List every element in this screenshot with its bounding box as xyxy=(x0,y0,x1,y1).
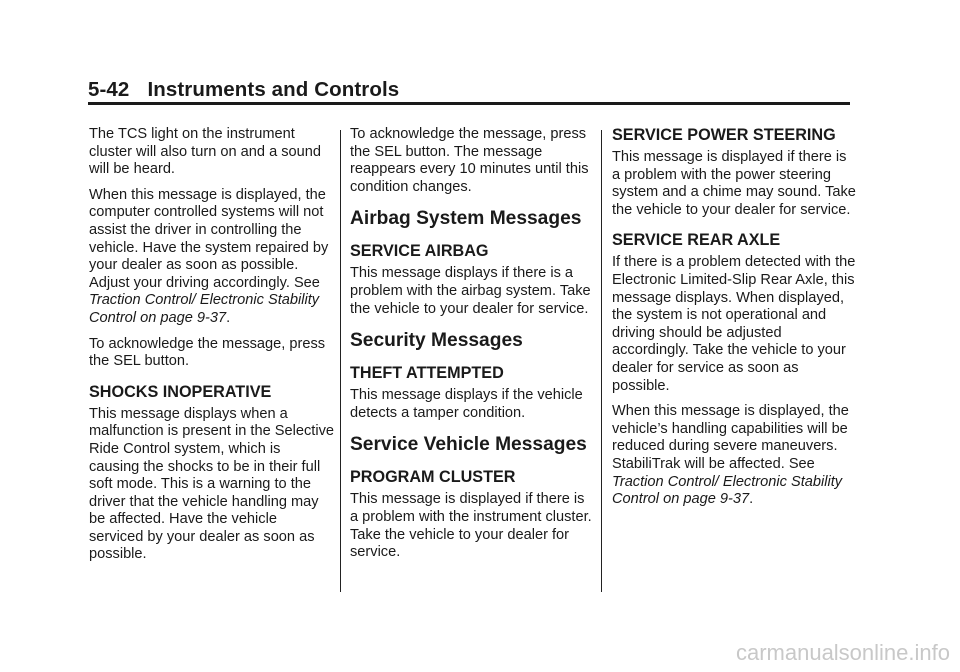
section-title: Instruments and Controls xyxy=(147,78,400,101)
watermark: carmanualsonline.info xyxy=(735,640,950,665)
heading-service-power-steering: SERVICE POWER STEERING xyxy=(612,126,836,144)
heading-service-airbag: SERVICE AIRBAG xyxy=(350,242,489,261)
paragraph: When this message is displayed, the computer controlled systems will not assist the driver in controlling the vehicle. Have the system repaired by your dealer as soon as possible. Adjust your driving accordingly. See Traction Control/ Electronic Stability Control on page 9-37. xyxy=(89,186,329,326)
column-divider xyxy=(340,130,341,592)
section-heading-service-vehicle: Service Vehicle Messages xyxy=(350,434,587,456)
paragraph: This message displays if the vehicle detects a tamper condition. xyxy=(350,387,583,421)
page-number: 5-42 xyxy=(88,78,130,101)
paragraph: This message is displayed if there is a problem with the instrument cluster. Take the vehicle to your dealer for service. xyxy=(350,491,592,561)
heading-theft-attempted: THEFT ATTEMPTED xyxy=(350,364,504,383)
paragraph: This message is displayed if there is a problem with the power steering system and a chime may sound. Take the vehicle to your dealer for service. xyxy=(612,149,856,218)
paragraph: To acknowledge the message, press the SEL button. The message reappears every 10 minutes until this condition changes. xyxy=(350,126,589,195)
section-heading-airbag: Airbag System Messages xyxy=(350,208,582,230)
header-rule xyxy=(88,102,850,105)
paragraph: The TCS light on the instrument cluster will also turn on and a sound will be heard. xyxy=(89,126,322,178)
heading-shocks-inoperative: SHOCKS INOPERATIVE xyxy=(89,382,272,401)
paragraph: When this message is displayed, the vehicle’s handling capabilities will be reduced during severe maneuvers. StabiliTrak will be affected. See Traction Control/ Electronic Stability Control on page 9-37. xyxy=(612,403,849,508)
cross-reference-link[interactable]: Traction Control/ Electronic Stability Control on page 9-37 xyxy=(612,473,843,508)
section-heading-security: Security Messages xyxy=(350,330,523,352)
column-divider xyxy=(601,130,602,592)
column-1 xyxy=(89,126,334,572)
paragraph: This message displays when a malfunction is present in the Selective Ride Control system, which is causing the shocks to be in their full soft mode. This is a warning to the driver that the vehicle handling may be affected. Have the vehicle serviced by your dealer as soon as possible. xyxy=(89,405,334,563)
paragraph: If there is a problem detected with the Electronic Limited-Slip Rear Axle, this message displays. When displayed, the system is not operational and driving should be adjusted accordingly. Take the vehicle to your dealer for service as soon as possible. xyxy=(612,254,856,394)
heading-service-rear-axle: SERVICE REAR AXLE xyxy=(612,231,781,250)
page-header xyxy=(88,78,399,102)
column-3 xyxy=(612,126,857,517)
paragraph: This message displays if there is a problem with the airbag system. Take the vehicle to your dealer for service. xyxy=(350,265,591,317)
paragraph: To acknowledge the message, press the SEL button. xyxy=(89,335,326,370)
heading-program-cluster: PROGRAM CLUSTER xyxy=(350,468,516,487)
cross-reference-link[interactable]: Traction Control/ Electronic Stability Control on page 9-37 xyxy=(89,292,320,326)
column-2 xyxy=(350,126,595,570)
